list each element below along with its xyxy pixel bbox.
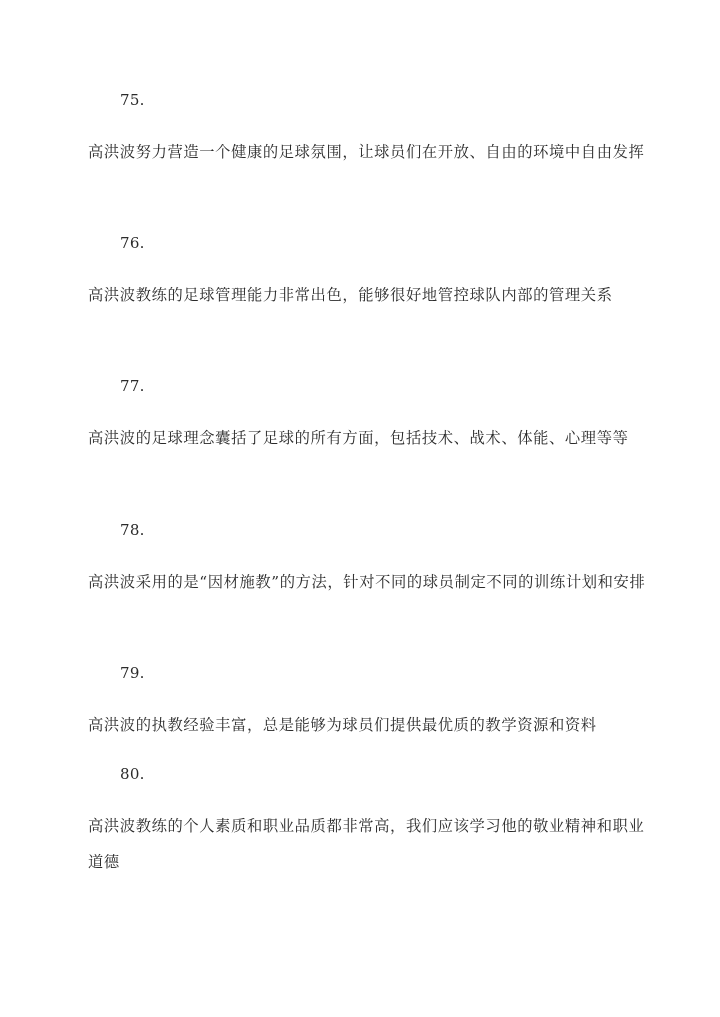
item-number: 77. bbox=[120, 377, 145, 395]
item-number: 75. bbox=[120, 91, 145, 109]
item-text: 高洪波教练的个人素质和职业品质都非常高，我们应该学习他的敬业精神和职业道德 bbox=[88, 817, 645, 871]
item-number: 78. bbox=[120, 521, 145, 539]
item-text: 高洪波的足球理念囊括了足球的所有方面，包括技术、战术、体能、心理等等 bbox=[88, 429, 629, 447]
item-text: 高洪波努力营造一个健康的足球氛围，让球员们在开放、自由的环境中自由发挥 bbox=[88, 143, 645, 161]
item-text: 高洪波的执教经验丰富，总是能够为球员们提供最优质的教学资源和资料 bbox=[88, 716, 597, 734]
item-number: 79. bbox=[120, 664, 145, 682]
item-number: 80. bbox=[120, 765, 145, 783]
item-text: 高洪波教练的足球管理能力非常出色，能够很好地管控球队内部的管理关系 bbox=[88, 286, 613, 304]
item-number: 76. bbox=[120, 234, 145, 252]
item-text: 高洪波采用的是“因材施教”的方法，针对不同的球员制定不同的训练计划和安排 bbox=[88, 573, 646, 591]
